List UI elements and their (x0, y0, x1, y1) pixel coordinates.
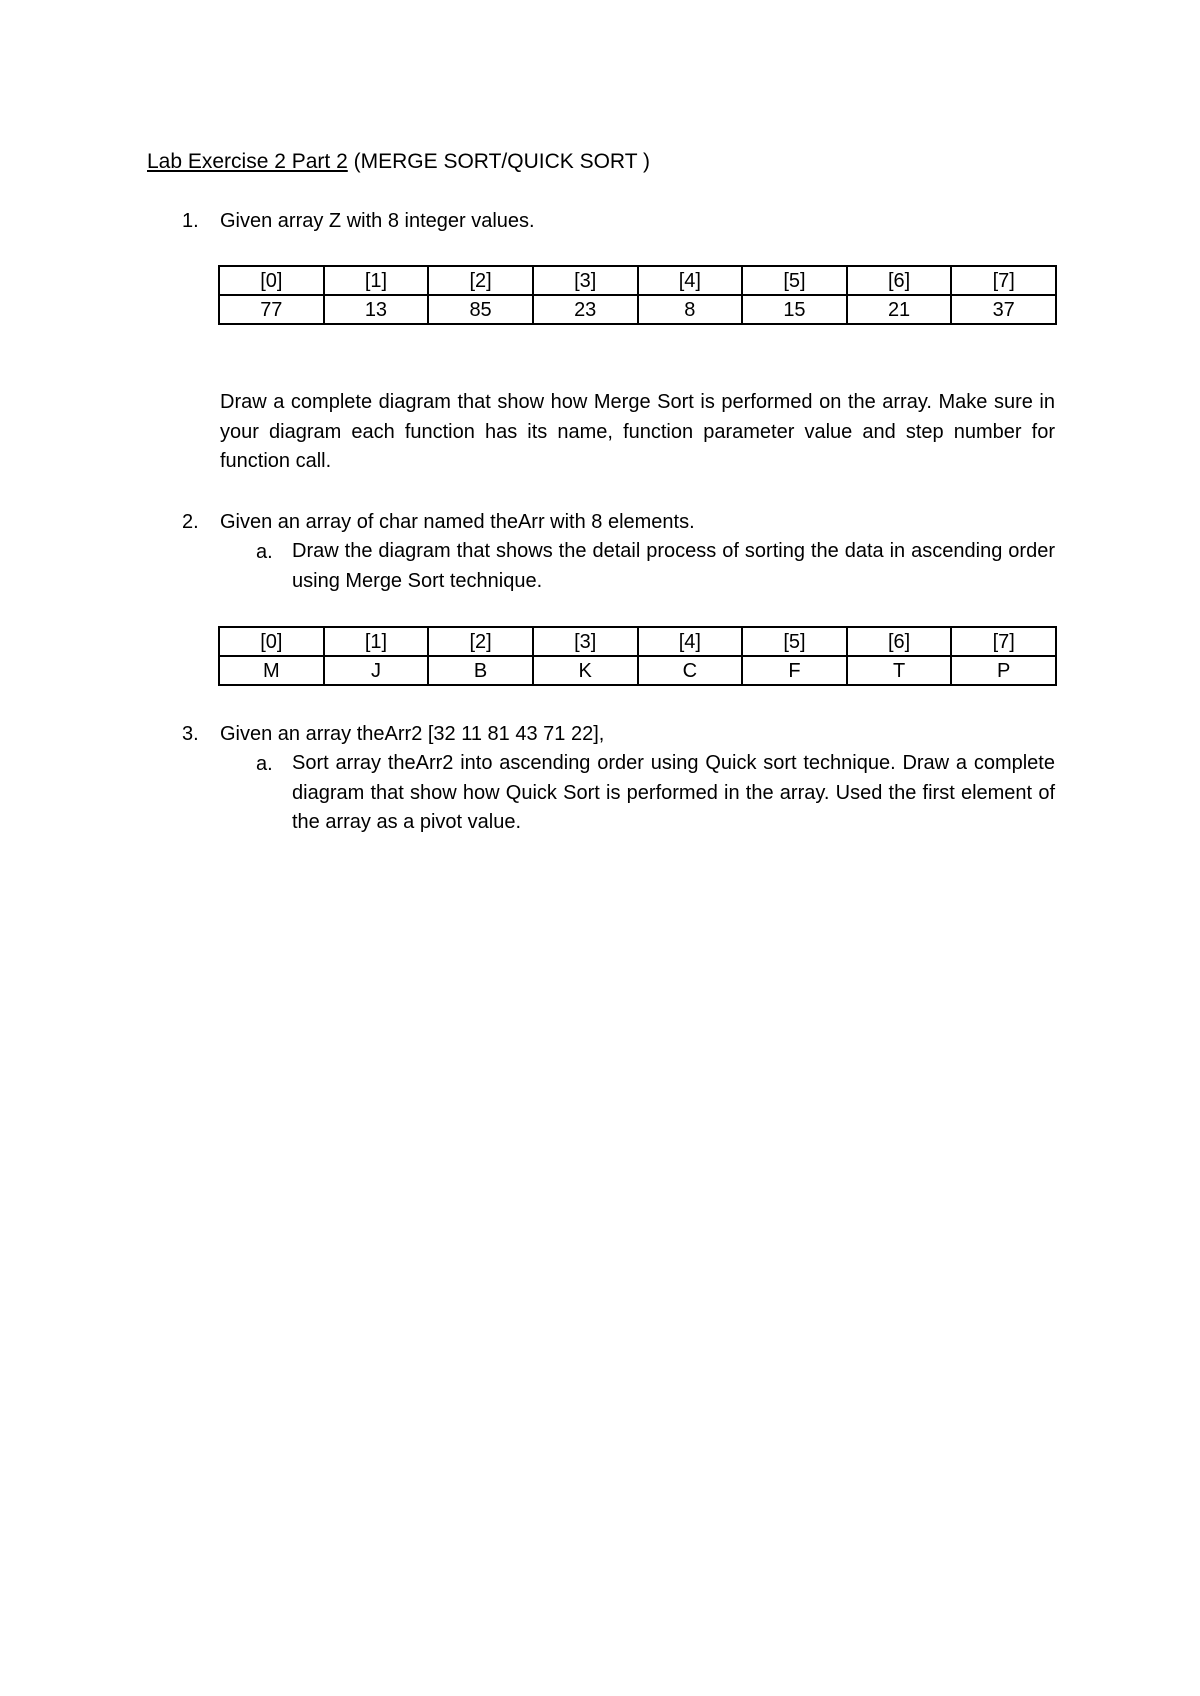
table-cell-index: [2] (428, 266, 533, 295)
q2-number: 2. (182, 511, 199, 533)
title-underlined: Lab Exercise 2 Part 2 (147, 150, 348, 173)
table-cell-value: F (742, 656, 847, 685)
table-cell-index: [3] (533, 266, 638, 295)
table-cell-index: [0] (219, 266, 324, 295)
table-cell-index: [7] (951, 627, 1056, 656)
table-cell-index: [7] (951, 266, 1056, 295)
table-row-indices (219, 266, 1056, 295)
table-cell-value: 8 (638, 295, 743, 324)
table-cell-value: 13 (324, 295, 429, 324)
table-cell-index: [0] (219, 627, 324, 656)
table-cell-index: [5] (742, 266, 847, 295)
table-cell-value: 77 (219, 295, 324, 324)
table-cell-index: [2] (428, 627, 533, 656)
page-title (147, 148, 650, 176)
table-row-values (219, 656, 1056, 685)
table-cell-value: 37 (951, 295, 1056, 324)
table-row-values (219, 295, 1056, 324)
q2-a-text: Draw the diagram that shows the detail process of sorting the data in ascending order using Merge Sort technique. (292, 540, 1055, 592)
table-cell-value: 21 (847, 295, 952, 324)
table-cell-value: 23 (533, 295, 638, 324)
table-cell-value: 85 (428, 295, 533, 324)
table-cell-value: C (638, 656, 743, 685)
q3-a-label: a. (256, 753, 273, 775)
q1-number: 1. (182, 210, 199, 232)
q3-a-text: Sort array theArr2 into ascending order using Quick sort technique. Draw a complete diagram that show how Quick Sort is performed in the array. Used the first element of the array as a pivot value. (292, 752, 1055, 833)
table-cell-value: M (219, 656, 324, 685)
q3-number: 3. (182, 723, 199, 745)
table-cell-index: [6] (847, 266, 952, 295)
table-cell-index: [3] (533, 627, 638, 656)
table-cell-index: [4] (638, 266, 743, 295)
table-cell-index: [1] (324, 266, 429, 295)
table-cell-value: K (533, 656, 638, 685)
table-cell-index: [4] (638, 627, 743, 656)
table-cell-index: [1] (324, 627, 429, 656)
table-cell-value: 15 (742, 295, 847, 324)
q2-a-label: a. (256, 541, 273, 563)
q1-text: Given array Z with 8 integer values. (220, 210, 535, 232)
table-row-indices (219, 627, 1056, 656)
q2-array-table (218, 626, 1057, 686)
q1-instruction: Draw a complete diagram that show how Merge Sort is performed on the array. Make sure in your diagram each function has its name, function parameter value and step number for function call. (220, 391, 1055, 472)
title-rest: (MERGE SORT/QUICK SORT ) (347, 150, 650, 173)
q1-array-table (218, 265, 1057, 325)
q3-text: Given an array theArr2 [32 11 81 43 71 22], (220, 723, 605, 745)
table-cell-value: T (847, 656, 952, 685)
table-cell-index: [5] (742, 627, 847, 656)
table-cell-value: B (428, 656, 533, 685)
q2-text: Given an array of char named theArr with 8 elements. (220, 511, 695, 533)
table-cell-value: J (324, 656, 429, 685)
table-cell-value: P (951, 656, 1056, 685)
table-cell-index: [6] (847, 627, 952, 656)
